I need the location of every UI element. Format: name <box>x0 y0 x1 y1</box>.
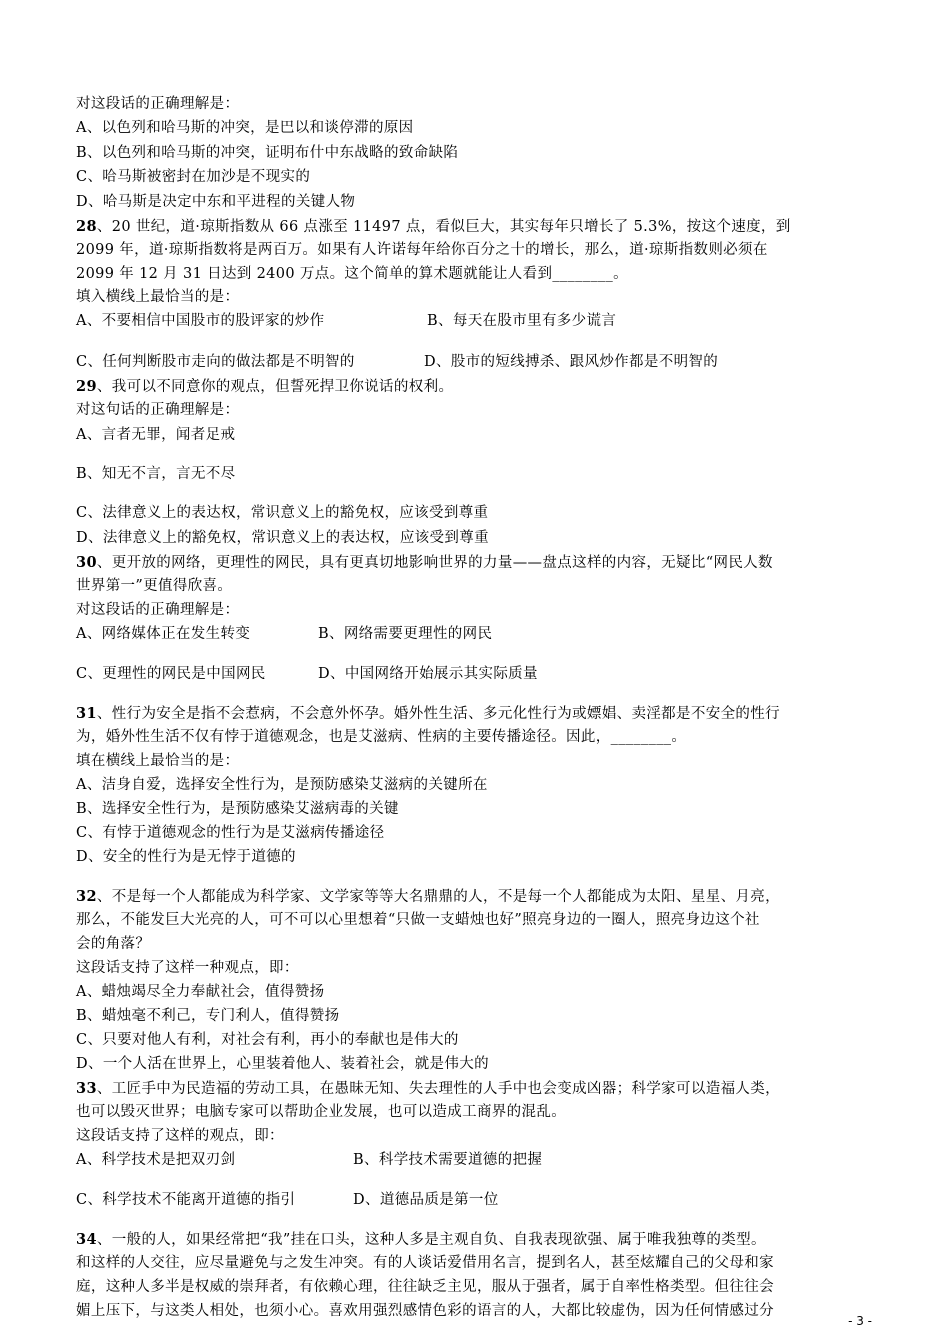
question-text: 、我可以不同意你的观点，但誓死捍卫你说话的权利。 <box>96 379 454 395</box>
question-number: 28 <box>76 218 97 235</box>
question-34-line: 和这样的人交往，应尽量避免与之发生冲突。有的人谈话爱借用名言，提到名人，甚至炫耀自己的父母和家 <box>76 1255 774 1271</box>
question-prompt: 这段话支持了这样的观点，即： <box>76 1128 284 1144</box>
option-c: C、更理性的网民是中国网民 <box>76 666 266 682</box>
options-row <box>76 664 876 685</box>
question-32-line <box>76 886 876 908</box>
option-b: B、网络需要更理性的网民 <box>318 626 493 642</box>
question-31-line: 为，婚外性生活不仅有悖于道德观念，也是艾滋病、性病的主要传播途径。因此，________。 <box>76 729 687 745</box>
question-34-line: 庭，这种人多半是权威的崇拜者，有依赖心理，往往缺乏主见，服从于强者，属于自率性格类型。但往往会 <box>76 1279 774 1295</box>
options-row <box>76 624 876 645</box>
page-number: - 3 - <box>848 1314 872 1328</box>
options-row <box>76 311 876 332</box>
question-text: 、20 世纪，道·琼斯指数从 66 点涨至 11497 点，看似巨大，其实每年只增长了 5.3%，按这个速度，到 <box>96 219 791 235</box>
option-d: D、哈马斯是决定中东和平进程的关键人物 <box>76 194 356 210</box>
question-32-line: 那么，不能发巨大光亮的人，可不可以心里想着“只做一支蜡烛也好”照亮身边的一圈人，照亮身边这个社 <box>76 912 760 928</box>
option-b: B、蜡烛毫不利己，专门利人，值得赞扬 <box>76 1008 340 1024</box>
question-prompt: 填入横线上最恰当的是： <box>76 289 240 305</box>
option-c: C、法律意义上的表达权，常识意义上的豁免权，应该受到尊重 <box>76 505 489 521</box>
question-prompt: 对这段话的正确理解是： <box>76 602 240 618</box>
question-34-line: 媚上压下，与这类人相处，也须小心。喜欢用强烈感情色彩的语言的人，大都比较虚伪，因为任何情感过分 <box>76 1303 774 1319</box>
question-31-line <box>76 703 876 725</box>
option-a: A、网络媒体正在发生转变 <box>76 626 251 642</box>
option-a: A、洁身自爱，选择安全性行为，是预防感染艾滋病的关键所在 <box>76 777 488 793</box>
option-b: B、知无不言，言无不尽 <box>76 466 236 482</box>
option-c: C、任何判断股市走向的做法都是不明智的 <box>76 354 355 370</box>
option-c: C、只要对他人有利，对社会有利，再小的奉献也是伟大的 <box>76 1032 459 1048</box>
question-33-line <box>76 1078 876 1100</box>
question-prompt: 这段话支持了这样一种观点，即： <box>76 960 299 976</box>
question-34-line <box>76 1229 876 1251</box>
question-number: 33 <box>76 1080 97 1097</box>
question-28-line <box>76 216 876 238</box>
question-text: 、工匠手中为民造福的劳动工具，在愚昧无知、失去理性的人手中也会变成凶器；科学家可以造福人类， <box>96 1081 780 1097</box>
option-c: C、有悖于道德观念的性行为是艾滋病传播途径 <box>76 825 385 841</box>
question-28-line: 2099 年 12 月 31 日达到 2400 万点。这个简单的算术题就能让人看到________。 <box>76 266 628 282</box>
question-number: 34 <box>76 1231 97 1248</box>
question-text: 、更开放的网络，更理性的网民，具有更真切地影响世界的力量——盘点这样的内容，无疑比“网民人数 <box>96 555 773 571</box>
question-32-line: 会的角落？ <box>76 936 151 952</box>
question-number: 31 <box>76 705 97 722</box>
option-b: B、每天在股市里有多少谎言 <box>427 313 617 329</box>
option-b: B、以色列和哈马斯的冲突，证明布什中东战略的致命缺陷 <box>76 145 459 161</box>
question-text: 、一般的人，如果经常把“我”挂在口头，这种人多是主观自负、自我表现欲强、属于唯我独尊的类型。 <box>96 1232 766 1248</box>
text-line: 对这段话的正确理解是： <box>76 96 240 112</box>
question-30-line <box>76 552 876 574</box>
option-d: D、中国网络开始展示其实际质量 <box>318 666 538 682</box>
option-a: A、蜡烛竭尽全力奉献社会，值得赞扬 <box>76 984 325 1000</box>
options-row <box>76 1150 876 1171</box>
question-29-line <box>76 376 876 398</box>
option-c: C、哈马斯被密封在加沙是不现实的 <box>76 169 311 185</box>
question-prompt: 对这句话的正确理解是： <box>76 402 240 418</box>
option-a: A、以色列和哈马斯的冲突，是巴以和谈停滞的原因 <box>76 120 414 136</box>
option-b: B、科学技术需要道德的把握 <box>353 1152 543 1168</box>
question-number: 32 <box>76 888 97 905</box>
option-d: D、法律意义上的豁免权，常识意义上的表达权，应该受到尊重 <box>76 530 489 546</box>
option-d: D、安全的性行为是无悖于道德的 <box>76 849 296 865</box>
question-text: 、不是每一个人都能成为科学家、文学家等等大名鼎鼎的人，不是每一个人都能成为太阳、星星、月亮， <box>96 889 780 905</box>
question-text: 、性行为安全是指不会惹病，不会意外怀孕。婚外性生活、多元化性行为或嫖娼、卖淫都是不安全的性行 <box>96 706 780 722</box>
options-row <box>76 1190 876 1211</box>
question-30-line: 世界第一”更值得欣喜。 <box>76 578 233 594</box>
question-28-line: 2099 年，道·琼斯指数将是两百万。如果有人许诺每年给你百分之十的增长，那么，道·琼斯指数则必须在 <box>76 242 768 258</box>
option-d: D、一个人活在世界上，心里装着他人、装着社会，就是伟大的 <box>76 1056 489 1072</box>
option-d: D、道德品质是第一位 <box>353 1192 499 1208</box>
option-c: C、科学技术不能离开道德的指引 <box>76 1192 296 1208</box>
option-b: B、选择安全性行为，是预防感染艾滋病毒的关键 <box>76 801 399 817</box>
options-row <box>76 352 876 373</box>
question-prompt: 填在横线上最恰当的是： <box>76 753 240 769</box>
option-a: A、言者无罪，闻者足戒 <box>76 427 236 443</box>
option-d: D、股市的短线搏杀、跟风炒作都是不明智的 <box>424 354 719 370</box>
option-a: A、不要相信中国股市的股评家的炒作 <box>76 313 325 329</box>
question-number: 29 <box>76 378 97 395</box>
option-a: A、科学技术是把双刃剑 <box>76 1152 236 1168</box>
question-33-line: 也可以毁灭世界；电脑专家可以帮助企业发展，也可以造成工商界的混乱。 <box>76 1104 567 1120</box>
question-number: 30 <box>76 554 97 571</box>
